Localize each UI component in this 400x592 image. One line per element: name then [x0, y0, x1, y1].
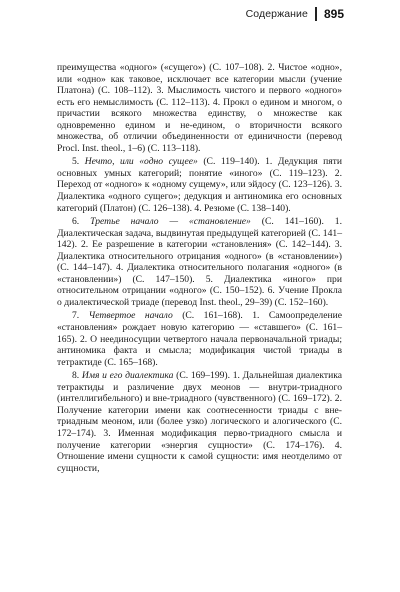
section-title: Третье начало — «становление» [90, 216, 251, 228]
contents-paragraph [57, 62, 342, 154]
header-divider [315, 7, 317, 21]
paragraph-text: (С. 169–199). 1. Дальнейшая диалектика тетрактиды и различение двух меонов — внутри-триадного (интеллигибельного) и вне-триадного (чувственного) (С. 169–172). 2. Получение категории имени как соотнесенности триады с вне-триадным меоном, или (более узко) логического и алогического (С. 172–174). 3. Именная модификация перво-триадного смысла и получение категории «энергия сущности» (С. 174–176). 4. Отношение имени сущности к самой сущности: имя неотделимо от сущности, [57, 370, 343, 474]
contents-paragraph [57, 310, 342, 368]
section-number: 6. [72, 216, 80, 228]
section-number: 7. [72, 310, 80, 322]
section-title: Четвертое начало [88, 310, 173, 322]
paragraph-text: (С. 141–160). 1. Диалектическая задача, выдвинутая предыдущей категорией (С. 141–142). 2. Ее разрешение в категории «становления» (С. 142–144). 3. Диалектика относительного отрицания «одного» (в «становлении») (С. 144–147). 4. Диалектика относительного полагания «одного» (в «становлении») (С. 147–150). 5. Диалектика «иного» при относительном отрицании «одного» (С. 150–152). 6. Учение Прокла о диалектической триаде (перевод Inst. theol., 29–39) (С. 152–160). [57, 216, 342, 308]
paragraph-text: (С. 161–168). 1. Самоопределение «становления» рождает новую категорию — «ставшего» (С. 161–165). 2. О неединосущии четвертого начала первоначальной триады; антиномика факта и смысла; модификация чистой триады в тетрактиде (С. 165–168). [57, 310, 342, 368]
contents-paragraph [57, 370, 342, 474]
section-number: 8. [72, 370, 80, 382]
page-header [246, 7, 344, 21]
paragraph-text: (С. 119–140). 1. Дедукция пяти основных умных категорий; понятие «иного» (С. 119–123). 2. Переход от «одного» к «одному сущему», или эйдосу (С. 123–126). 3. Диалектика «одного сущего»; дедукция и антиномика его основных категорий (Платон) (С. 126–138). 4. Резюме (С. 138–140). [57, 156, 342, 214]
contents-paragraph [57, 156, 342, 214]
paragraph-text: преимущества «одного» («сущего») (С. 107–108). 2. Чистое «одно», или «одно» как таковое, исключает все категории мысли (учение Платона) (С. 108–112). 3. Мыслимость чистого и первого «одного» есть его немыслимость (С. 112–113). 4. Прокл о едином и многом, о причастии всякого множества единству, о множестве как одновременно едином и не-едином, о вторичности всякого множества, об отличии объединенности от единичности (перевод Procl. Inst. theol., 1–6) (С. 113–118). [57, 62, 342, 154]
contents-text [57, 62, 342, 474]
page-number: 895 [323, 7, 344, 21]
section-number: 5. [72, 156, 80, 168]
running-head: Содержание [245, 8, 308, 20]
contents-paragraph [57, 216, 342, 308]
section-title: Имя и его диалектика [81, 370, 174, 382]
section-title: Нечто, или «одно сущее» [84, 156, 198, 168]
